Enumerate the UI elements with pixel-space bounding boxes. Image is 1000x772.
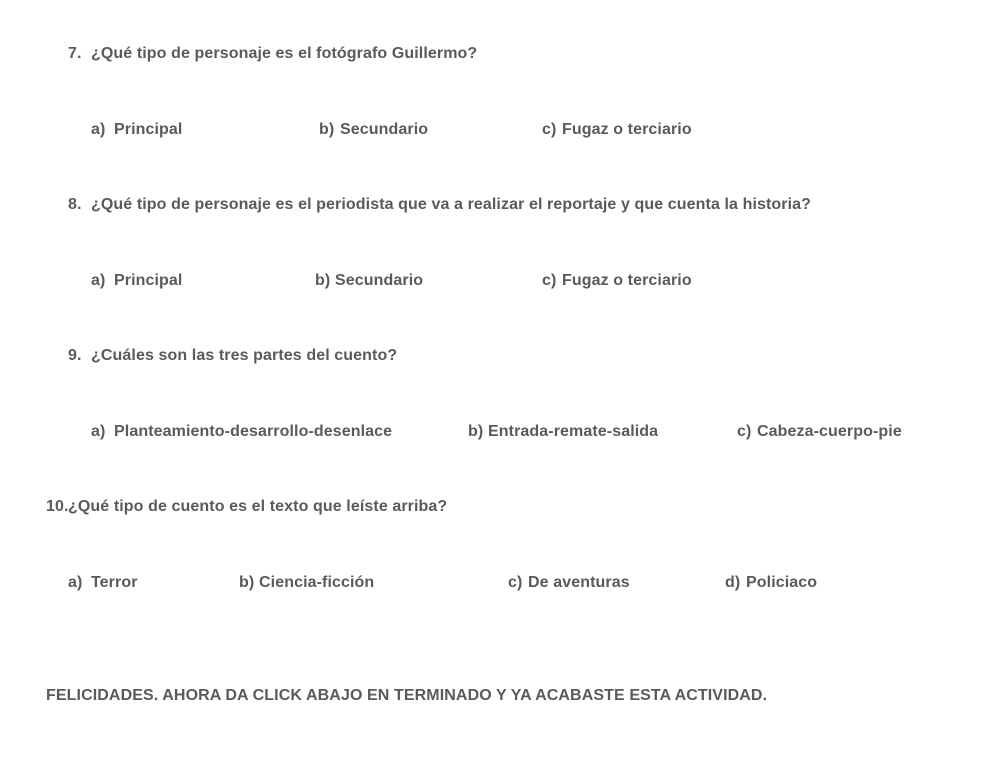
question-8-number: 8. bbox=[68, 196, 82, 213]
question-10-text: ¿Qué tipo de cuento es el texto que leíste arriba? bbox=[68, 498, 448, 515]
question-10-option-a-letter: a) bbox=[68, 574, 83, 591]
question-7-number: 7. bbox=[68, 45, 82, 62]
question-8-option-c: Fugaz o terciario bbox=[562, 272, 692, 289]
question-10-option-b: Ciencia-ficción bbox=[259, 574, 375, 591]
question-10-option-c: De aventuras bbox=[528, 574, 630, 591]
question-9-text: ¿Cuáles son las tres partes del cuento? bbox=[91, 347, 398, 364]
question-10-option-a: Terror bbox=[91, 574, 138, 591]
question-7-option-a: Principal bbox=[114, 121, 183, 138]
question-9-number: 9. bbox=[68, 347, 82, 364]
question-7-option-a-letter: a) bbox=[91, 121, 106, 138]
question-8-text: ¿Qué tipo de personaje es el periodista que va a realizar el reportaje y que cuenta la historia? bbox=[91, 196, 812, 213]
question-8-option-b-letter: b) bbox=[315, 272, 331, 289]
question-10-option-c-letter: c) bbox=[508, 574, 523, 591]
question-8-option-c-letter: c) bbox=[542, 272, 557, 289]
question-7-option-b: Secundario bbox=[340, 121, 429, 138]
closing-message: FELICIDADES. AHORA DA CLICK ABAJO EN TERMINADO Y YA ACABASTE ESTA ACTIVIDAD. bbox=[46, 687, 768, 704]
question-7-text: ¿Qué tipo de personaje es el fotógrafo Guillermo? bbox=[91, 45, 478, 62]
question-9-option-a-letter: a) bbox=[91, 423, 106, 440]
question-9-option-c: Cabeza-cuerpo-pie bbox=[757, 423, 902, 440]
question-9-option-b: Entrada-remate-salida bbox=[488, 423, 659, 440]
question-9-option-a: Planteamiento-desarrollo-desenlace bbox=[114, 423, 393, 440]
question-7-option-c-letter: c) bbox=[542, 121, 557, 138]
question-10-number: 10. bbox=[46, 498, 69, 515]
question-8-option-b: Secundario bbox=[335, 272, 424, 289]
question-8-option-a-letter: a) bbox=[91, 272, 106, 289]
question-9-option-b-letter: b) bbox=[468, 423, 484, 440]
question-8-option-a: Principal bbox=[114, 272, 183, 289]
question-10-option-d-letter: d) bbox=[725, 574, 741, 591]
question-9-option-c-letter: c) bbox=[737, 423, 752, 440]
question-7-option-c: Fugaz o terciario bbox=[562, 121, 692, 138]
question-7-option-b-letter: b) bbox=[319, 121, 335, 138]
question-10-option-d: Policiaco bbox=[746, 574, 818, 591]
question-10-option-b-letter: b) bbox=[239, 574, 255, 591]
